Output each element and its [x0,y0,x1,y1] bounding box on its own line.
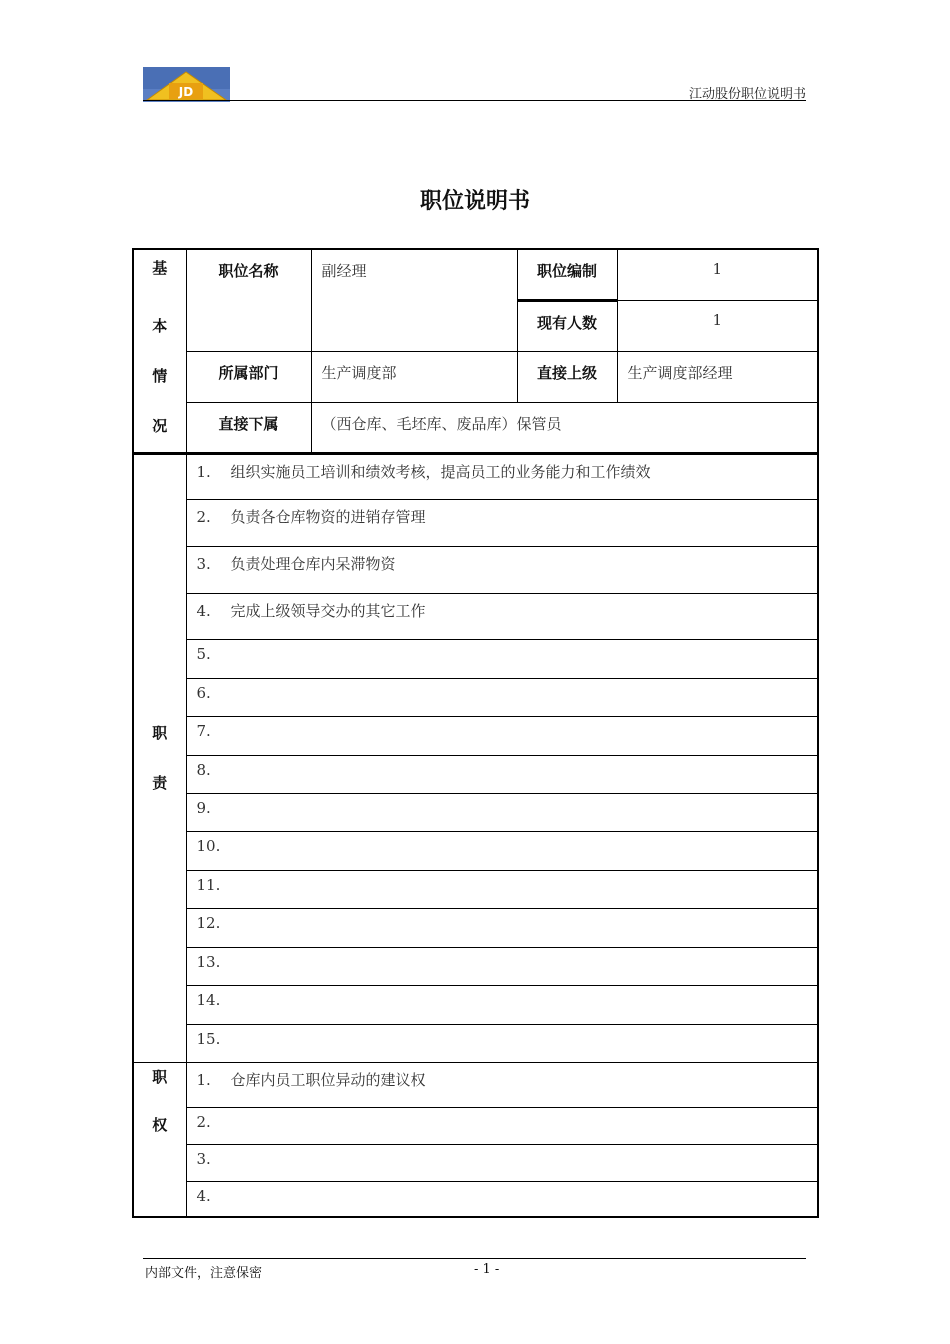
svg-text:JD: JD [178,85,194,99]
authority-item: 4. [186,1181,818,1217]
duties-section-label: 职 责 [133,453,186,1062]
headcount-quota-value: 1 [617,249,818,300]
duty-item: 13. [186,947,818,985]
authority-item: 1. 仓库内员工职位异动的建议权 [186,1062,818,1107]
headcount-quota-label: 职位编制 [517,249,617,300]
department-value: 生产调度部 [311,351,517,402]
footer-rule [143,1258,806,1259]
authority-section-label: 职 权 [133,1062,186,1217]
duty-item: 4. 完成上级领导交办的其它工作 [186,593,818,639]
subordinate-label: 直接下属 [186,402,311,453]
duty-item: 1. 组织实施员工培训和绩效考核，提高员工的业务能力和工作绩效 [186,453,818,499]
header-doc-label: 江动股份职位说明书 [688,87,806,102]
duty-item: 14. [186,985,818,1024]
duty-item: 9. [186,793,818,831]
duty-item: 7. [186,716,818,755]
duty-item: 15. [186,1024,818,1062]
authority-item: 3. [186,1144,818,1181]
current-count-label: 现有人数 [517,300,617,351]
duty-item: 6. [186,678,818,716]
superior-value: 生产调度部经理 [617,351,818,402]
duty-item: 12. [186,908,818,947]
duty-item: 10. [186,831,818,870]
duty-item: 8. [186,755,818,793]
position-name-value: 副经理 [311,249,517,351]
footer-confidential: 内部文件，注意保密 [145,1266,263,1281]
duty-item: 5. [186,639,818,678]
duty-item: 3. 负责处理仓库内呆滞物资 [186,546,818,593]
position-name-label: 职位名称 [186,249,311,351]
duty-item: 2. 负责各仓库物资的进销存管理 [186,499,818,546]
basic-info-section-label: 基 本 情 况 [133,249,186,453]
footer-page-number: - 1 - [474,1262,500,1277]
authority-item: 2. [186,1107,818,1144]
header-rule [143,100,806,101]
page-title: 职位说明书 [419,189,530,214]
current-count-value: 1 [617,300,818,351]
company-logo [143,67,230,102]
department-label: 所属部门 [186,351,311,402]
superior-label: 直接上级 [517,351,617,402]
duty-item: 11. [186,870,818,908]
position-description-table [132,248,819,1218]
subordinate-value: （西仓库、毛坯库、废品库）保管员 [311,402,818,453]
